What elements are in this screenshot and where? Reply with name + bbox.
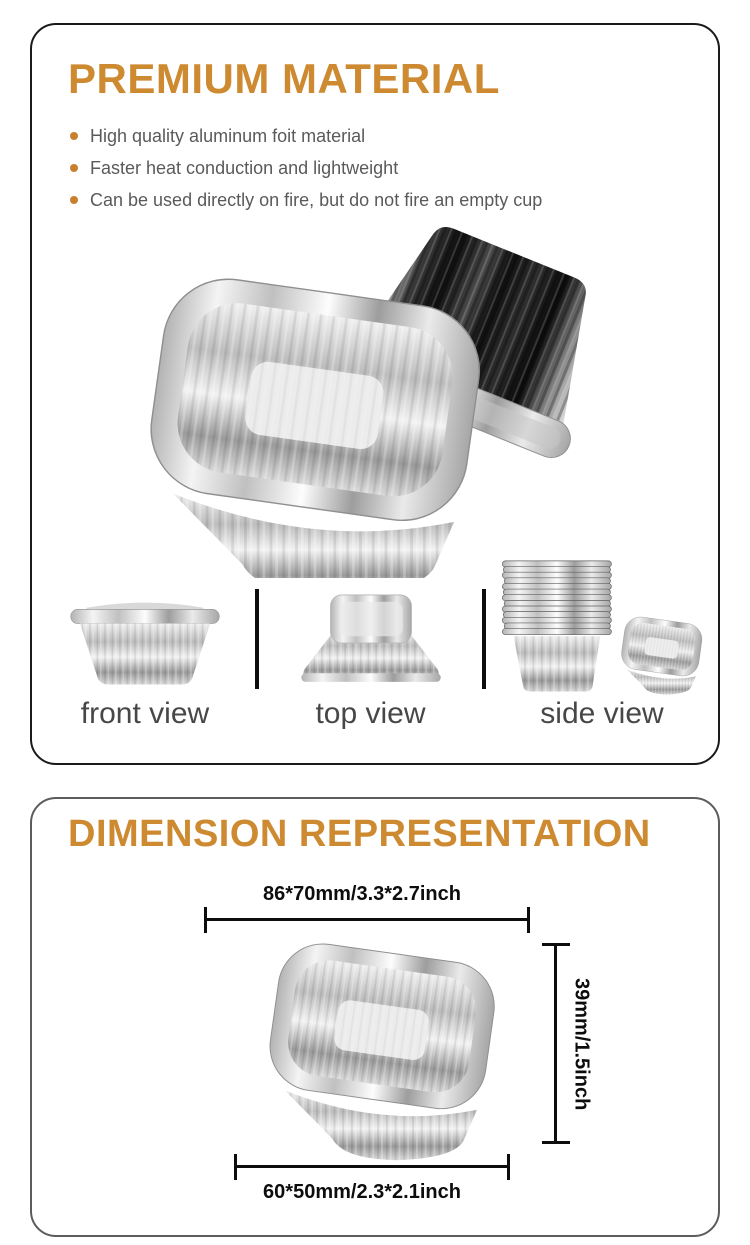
dimension-representation-card — [30, 797, 720, 1237]
bullet-dot-icon — [70, 196, 78, 204]
bullet-dot-icon — [70, 132, 78, 140]
bullet-text: Can be used directly on fire, but do not fire an empty cup — [90, 190, 543, 210]
single-side-cup — [619, 615, 704, 695]
top-view-image — [276, 588, 466, 687]
top-width-dimension-label: 86*70mm/3.3*2.7inch — [263, 883, 461, 905]
dimension-section-title: DIMENSION REPRESENTATION — [68, 813, 651, 855]
dimension-product-photo — [232, 939, 532, 1167]
bullet-text: High quality aluminum foit material — [90, 126, 366, 146]
premium-material-card — [30, 23, 720, 765]
front-view-column — [38, 585, 252, 730]
top-view-column — [262, 585, 479, 730]
side-view-image — [489, 559, 715, 700]
bullet-text: Faster heat conduction and lightweight — [90, 158, 399, 178]
main-product-photo — [140, 223, 640, 578]
bullet-item — [68, 190, 542, 210]
height-dimension-line — [542, 943, 570, 1144]
bottom-width-dimension-line — [234, 1154, 510, 1180]
front-view-image — [52, 591, 238, 687]
product-views-row — [32, 585, 718, 735]
stacked-cups — [502, 561, 611, 635]
feature-bullet-list — [68, 126, 542, 222]
view-divider — [255, 589, 259, 689]
view-label: front view — [80, 697, 210, 730]
front-foil-cup — [143, 271, 488, 578]
premium-section-title: PREMIUM MATERIAL — [68, 55, 500, 102]
bullet-item — [68, 126, 542, 146]
view-label: top view — [315, 697, 426, 730]
side-view-column — [489, 585, 715, 730]
bottom-width-dimension-label: 60*50mm/2.3*2.1inch — [263, 1181, 461, 1203]
view-divider — [482, 589, 486, 689]
bullet-dot-icon — [70, 164, 78, 172]
bullet-item — [68, 158, 542, 178]
top-width-dimension-line — [204, 907, 530, 933]
view-label: side view — [540, 697, 664, 730]
height-dimension-label: 39mm/1.5inch — [570, 977, 593, 1111]
